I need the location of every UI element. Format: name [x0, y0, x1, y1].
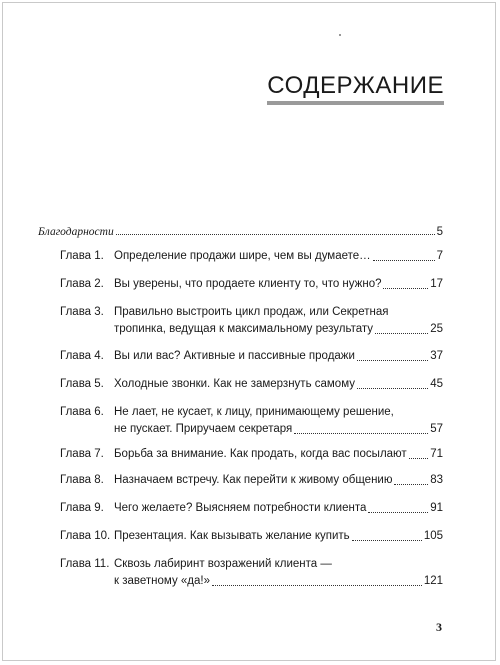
chapter-page: 83 [430, 474, 443, 486]
toc-entry-page: 5 [436, 226, 443, 238]
chapter-title: Борьба за внимание. Как продать, когда вас посылают [114, 448, 407, 460]
chapter-page: 7 [436, 250, 443, 262]
leader-dots [368, 512, 428, 513]
page-number: 3 [436, 620, 442, 634]
leader-dots [394, 484, 428, 485]
chapter-label: Глава 1. [60, 250, 104, 262]
chapter-title-line-2: тропинка, ведущая к максимальному результату [114, 323, 373, 335]
chapter-label: Глава 11. [60, 558, 110, 570]
leader-dots [116, 234, 435, 235]
leader-dots [357, 388, 428, 389]
leader-dots [383, 288, 428, 289]
table-of-contents [38, 222, 443, 587]
chapter-label: Глава 5. [60, 378, 104, 390]
chapter-title: Вы или вас? Активные и пассивные продажи [114, 350, 355, 362]
toc-entry-label: Благодарности [38, 226, 114, 238]
title-underline [267, 101, 444, 105]
chapter-page: 91 [430, 502, 443, 514]
chapter-label: Глава 6. [60, 406, 104, 418]
chapter-label: Глава 9. [60, 502, 104, 514]
chapter-title-line-1: Правильно выстроить цикл продаж, или Секретная [114, 306, 389, 318]
leader-dots [352, 540, 422, 541]
chapter-page: 45 [430, 378, 443, 390]
chapter-title-line-2: не пускает. Приручаем секретаря [114, 423, 293, 435]
chapter-title: Холодные звонки. Как не замерзнуть самому [114, 378, 355, 390]
chapter-title: Вы уверены, что продаете клиенту то, что нужно? [114, 278, 382, 290]
chapter-label: Глава 3. [60, 306, 104, 318]
chapter-label: Глава 10. [60, 530, 111, 542]
leader-dots [373, 260, 435, 261]
leader-dots [294, 433, 428, 434]
chapter-title-line-2: к заветному «да!» [114, 575, 210, 587]
chapter-page: 105 [423, 530, 443, 542]
title-block [267, 72, 444, 105]
chapter-label: Глава 8. [60, 474, 104, 486]
leader-dots [212, 585, 422, 586]
chapter-page: 71 [430, 448, 443, 460]
print-mark [339, 34, 341, 36]
chapter-page: 37 [430, 350, 443, 362]
chapter-label: Глава 2. [60, 278, 104, 290]
chapter-title-line-1: Не лает, не кусает, к лицу, принимающему решение, [114, 406, 394, 418]
chapter-page: 121 [423, 575, 443, 587]
chapter-title: Назначаем встречу. Как перейти к живому общению [114, 474, 393, 486]
chapter-title: Презентация. Как вызывать желание купить [114, 530, 350, 542]
page-title: СОДЕРЖАНИЕ [267, 72, 444, 99]
chapter-label: Глава 7. [60, 448, 104, 460]
leader-dots [357, 360, 428, 361]
chapter-page: 25 [430, 323, 443, 335]
chapter-page: 17 [430, 278, 443, 290]
chapter-page: 57 [430, 423, 443, 435]
chapter-title: Чего желаете? Выясняем потребности клиента [114, 502, 367, 514]
chapter-title: Определение продажи шире, чем вы думаете… [114, 250, 371, 262]
leader-dots [375, 333, 428, 334]
leader-dots [409, 458, 429, 459]
toc-entry-acknowledgements[interactable] [38, 222, 443, 238]
chapter-title-line-1: Сквозь лабиринт возражений клиента — [114, 558, 332, 570]
chapter-label: Глава 4. [60, 350, 104, 362]
